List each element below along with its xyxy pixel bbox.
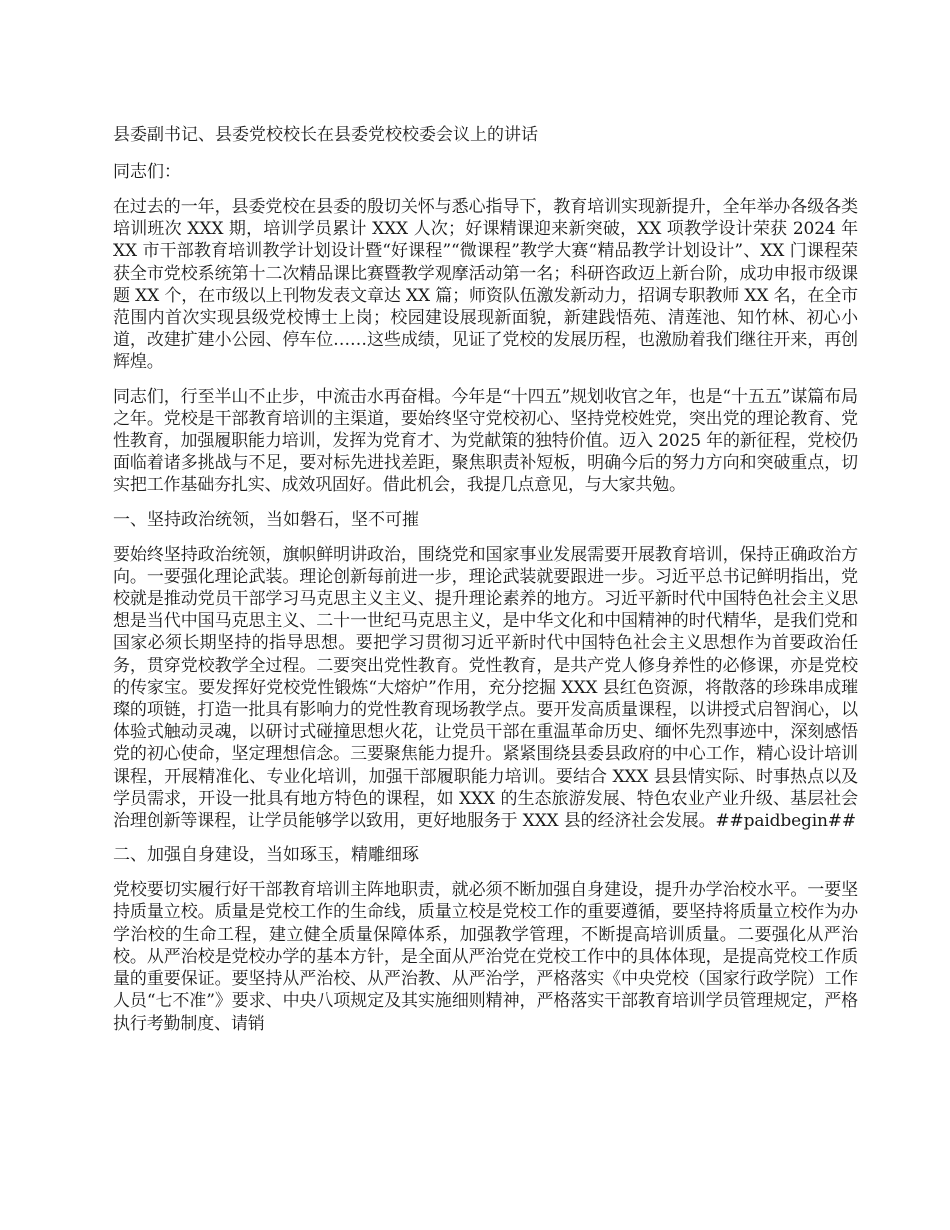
section-body-political-leadership: 要始终坚持政治统领，旗帜鲜明讲政治，围绕党和国家事业发展需要开展教育培训，保持正确政治方向。一要强化理论武装。理论创新每前进一步，理论武装就要跟进一步。习近平总书记鲜明指出，党校就是推动党员干部学习马克思主义主义、提升理论素养的地方。习近平新时代中国特色社会主义思想是当代中国马克思主义、二十一世纪马克思主义，是中华文化和中国精神的时代精华，是我们党和国家必须长期坚持的指导思想。要把学习贯彻习近平新时代中国特色社会主义思想作为首要政治任务，贯穿党校教学全过程。二要突出党性教育。党性教育，是共产党人修身养性的必修课，亦是党校的传家宝。要发挥好党校党性锻炼“大熔炉”作用，充分挖掘 XXX 县红色资源，将散落的珍珠串成璀璨的项链，打造一批具有影响力的党性教育现场教学点。要开发高质量课程，以讲授式启智润心，以体验式触动灵魂，以研讨式碰撞思想火花，让党员干部在重温革命历史、缅怀先烈事迹中，深刻感悟党的初心使命，坚定理想信念。三要聚焦能力提升。紧紧围绕县委县政府的中心工作，精心设计培训课程，开展精准化、专业化培训，加强干部履职能力培训。要结合 XXX 县县情实际、时事热点以及学员需求，开设一批具有地方特色的课程，如 XXX 的生态旅游发展、特色农业产业升级、基层社会治理创新等课程，让学员能够学以致用，更好地服务于 XXX 县的经济社会发展。##paidbegin## — [113, 544, 858, 832]
section-body-self-building: 党校要切实履行好干部教育培训主阵地职责，就必须不断加强自身建设，提升办学治校水平。一要坚持质量立校。质量是党校工作的生命线，质量立校是党校工作的重要遵循，要坚持将质量立校作为办学治校的生命工程，建立健全质量保障体系，加强教学管理，不断提高培训质量。二要强化从严治校。从严治校是党校办学的基本方针，是全面从严治党在党校工作中的具体体现，是提高党校工作质量的重要保证。要坚持从严治校、从严治教、从严治学，严格落实《中央党校（国家行政学院）工作人员“七不准”》要求、中央八项规定及其实施细则精神，严格落实干部教育培训学员管理规定，严格执行考勤制度、请销 — [113, 880, 858, 1034]
section-heading-political-leadership: 一、坚持政治统领，当如磐石，坚不可摧 — [113, 509, 419, 530]
paragraph-achievements: 在过去的一年，县委党校在县委的殷切关怀与悉心指导下，教育培训实现新提升，全年举办各级各类培训班次 XXX 期，培训学员累计 XXX 人次；好课精课迎来新突破，XX 项教学设计荣获 2024 年 XX 市干部教育培训教学计划设计暨“好课程”“微课程”教学大赛“精品教学计划设计”、XX 门课程荣获全市党校系统第十二次精品课比赛暨教学观摩活动第一名；科研咨政迈上新台阶，成功申报市级课题 XX 个，在市级以上刊物发表文章达 XX 篇；师资队伍激发新动力，招调专职教师 XX 名，在全市范围内首次实现县级党校博士上岗；校园建设展现新面貌，新建践悟苑、清莲池、知竹林、初心小道，改建扩建小公园、停车位……这些成绩，见证了党校的发展历程，也激励着我们继往开来，再创辉煌。 — [113, 197, 858, 373]
salutation: 同志们： — [113, 162, 181, 182]
document-title: 县委副书记、县委党校校长在县委党校校委会议上的讲话 — [113, 125, 538, 145]
document-page — [113, 124, 858, 1047]
section-heading-self-building: 二、加强自身建设，当如琢玉，精雕细琢 — [113, 845, 419, 866]
paragraph-outlook: 同志们，行至半山不止步，中流击水再奋楫。今年是“十四五”规划收官之年，也是“十五五”谋篇布局之年。党校是干部教育培训的主渠道，要始终坚守党校初心、坚持党校姓党，突出党的理论教育、党性教育，加强履职能力培训，发挥为党育才、为党献策的独特价值。迈入 2025 年的新征程，党校仍面临着诸多挑战与不足，要对标先进找差距，聚焦职责补短板，明确今后的努力方向和突破重点，切实把工作基础夯扎实、成效巩固好。借此机会，我提几点意见，与大家共勉。 — [113, 386, 858, 496]
